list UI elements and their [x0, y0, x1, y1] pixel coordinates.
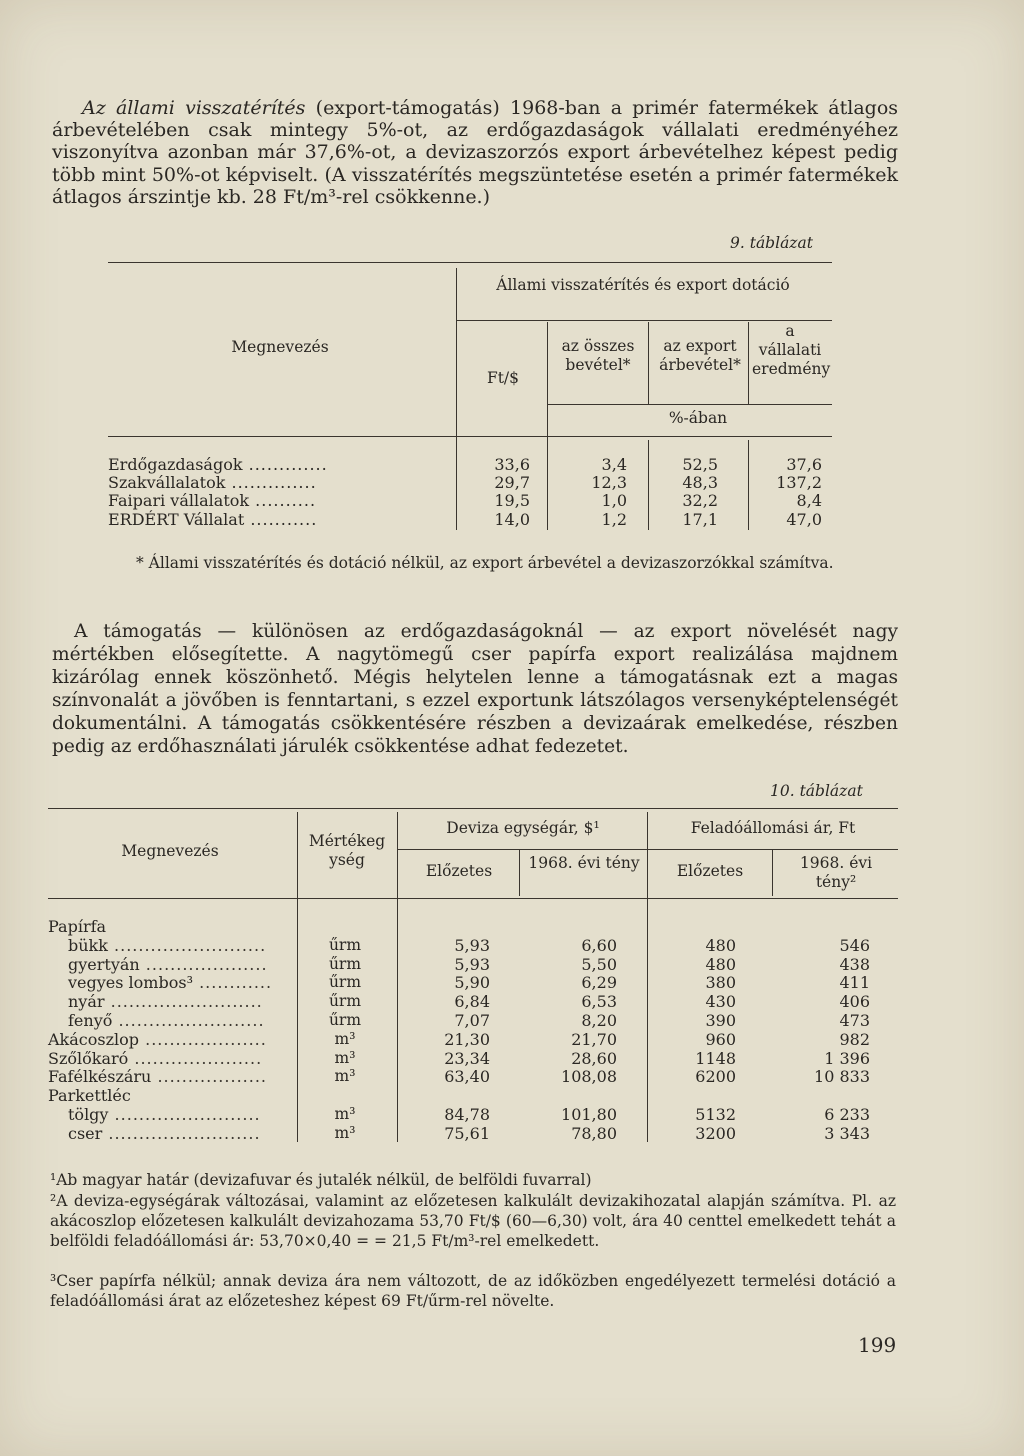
table9-col-vallalati: a vállalati eredmény	[752, 322, 831, 378]
table9-caption: 9. táblázat	[730, 234, 813, 252]
table10-header-unit: Mértékegység	[308, 832, 386, 869]
table10-vrule-1	[297, 812, 298, 1142]
table9-cell-vallalati: 37,6	[786, 455, 822, 474]
table10-cell-deviza-elozetes: 84,78	[444, 1105, 490, 1124]
table10-vrule-5	[772, 850, 773, 896]
table9-cell-vallalati: 47,0	[786, 510, 822, 529]
table10-cell-deviza-elozetes: 21,30	[444, 1030, 490, 1049]
table10-cell-unit: m³	[334, 1067, 356, 1085]
table9-cell-osszes: 12,3	[591, 473, 627, 492]
table9-vrule-4	[748, 322, 749, 404]
table9-cell-export: 48,3	[682, 473, 718, 492]
table9-cell-ft: 33,6	[494, 455, 530, 474]
table10-cell-deviza-elozetes: 23,34	[444, 1049, 490, 1068]
table10-row-name: gyertyán ....................	[68, 955, 268, 974]
intro-italic-term: Az állami visszatérítés	[82, 97, 306, 119]
table10-col-felado-elozetes: Előzetes	[676, 862, 744, 880]
table10-header-felado: Feladóállomási ár, Ft	[690, 819, 856, 837]
table10-cell-felado-elozetes: 390	[705, 1011, 736, 1030]
table9-header-name: Megnevezés	[231, 338, 329, 356]
table9-col-osszes: az összes bevétel*	[561, 337, 635, 374]
table9-footnote: * Állami visszatérítés és dotáció nélkül, az export árbevétel a devizaszorzókkal számítva.	[136, 554, 834, 572]
table9-row-name: Erdőgazdaságok .............	[108, 455, 328, 474]
table10-row-name: nyár .........................	[68, 992, 263, 1011]
table10-caption: 10. táblázat	[770, 782, 863, 800]
table9-row-name: Szakvállalatok ..............	[108, 473, 317, 492]
table10-row-name: fenyő ........................	[68, 1011, 265, 1030]
table10-group-rule	[398, 849, 898, 850]
page-number: 199	[858, 1333, 897, 1357]
table9-unit-row: %-ában	[668, 409, 728, 427]
table9-cell-ft: 14,0	[494, 510, 530, 529]
table10-cell-felado-elozetes: 6200	[695, 1067, 736, 1086]
body-paragraph: A támogatás — különösen az erdőgazdaságoknál — az export növelését nagy mértékben elősegítette. A nagytömegű cser papírfa export realizálása majdnem kizárólag ennek köszönhető. Mégis helytelen lenne a támogatásnak ezt a magas színvonalát a jövőben is fenntartani, s ezzel exportunk látszólagos versenyképtelenségét dokumentálni. A támogatás csökkentésére részben a devizaárak emelkedése, részben pedig az erdőhasználati járulék csökkentése adhat fedezetet.	[52, 621, 898, 757]
table10-vrule-4	[519, 850, 520, 896]
table10-cell-felado-teny: 406	[839, 992, 870, 1011]
table9-row-name: ERDÉRT Vállalat ...........	[108, 510, 318, 529]
table9-cell-vallalati: 8,4	[796, 491, 822, 510]
table10-cell-felado-elozetes: 1148	[695, 1049, 736, 1068]
table10-row-name: Akácoszlop ....................	[48, 1030, 267, 1049]
table10-header-name: Megnevezés	[121, 842, 219, 860]
table10-row-name: tölgy ........................	[68, 1105, 261, 1124]
table9-cell-osszes: 1,2	[601, 510, 627, 529]
table9-header-bottom-rule	[108, 436, 832, 437]
table10-cell-unit: űrm	[328, 992, 362, 1010]
table10-cell-deviza-teny: 108,08	[561, 1067, 617, 1086]
table10-cell-felado-teny: 411	[839, 973, 870, 992]
footnote-1: ¹Ab magyar határ (devizafuvar és jutalék nélkül, de belföldi fuvarral)	[50, 1171, 592, 1189]
table10-cell-deviza-teny: 28,60	[571, 1049, 617, 1068]
table10-cell-deviza-elozetes: 6,84	[454, 992, 490, 1011]
table10-cell-deviza-teny: 6,29	[581, 973, 617, 992]
table10-cell-deviza-teny: 8,20	[581, 1011, 617, 1030]
table10-cell-unit: űrm	[328, 1011, 362, 1029]
table10-col-deviza-teny: 1968. évi tény	[528, 854, 640, 872]
table10-cell-unit: m³	[334, 1124, 356, 1142]
table10-col-deviza-elozetes: Előzetes	[425, 862, 493, 880]
intro-paragraph	[52, 97, 898, 208]
table10-cell-unit: űrm	[328, 955, 362, 973]
table10-row-name: Fafélkészáru ..................	[48, 1067, 267, 1086]
table10-vrule-3	[647, 812, 648, 1142]
table9-col-ft: Ft/$	[486, 369, 520, 387]
footnote-2: ²A deviza-egységárak változásai, valamint az előzetesen kalkulált devizakihozatal alapján számítva. Pl. az akácoszlop előzetesen kalkulált devizahozama 53,70 Ft/$ (60—6,30) volt, ára 40 centtel emelkedett tehát a belföldi feladóállomási ár: 53,70×0,40 = = 21,5 Ft/m³-rel emelkedett.	[50, 1192, 896, 1250]
table10-header-bottom-rule	[48, 898, 898, 899]
table9-cell-osszes: 3,4	[601, 455, 627, 474]
table10-row-name: Szőlőkaró .....................	[48, 1049, 263, 1068]
table10-cell-deviza-teny: 78,80	[571, 1124, 617, 1143]
table9-header-group: Állami visszatérítés és export dotáció	[496, 276, 790, 294]
table10-cell-deviza-elozetes: 7,07	[454, 1011, 490, 1030]
table9-group-rule	[457, 320, 832, 321]
table10-cell-deviza-teny: 6,53	[581, 992, 617, 1011]
table10-cell-felado-teny: 546	[839, 936, 870, 955]
footnote-3: ³Cser papírfa nélkül; annak deviza ára nem változott, de az időközben engedélyezett termelési dotáció a feladóállomási árat az előzeteshez képest 69 Ft/űrm-rel növelte.	[50, 1272, 896, 1310]
table9-cell-ft: 29,7	[494, 473, 530, 492]
table10-cell-felado-elozetes: 480	[705, 955, 736, 974]
table10-cell-deviza-teny: 5,50	[581, 955, 617, 974]
table9-vrule-6	[748, 440, 749, 530]
table10-cell-felado-teny: 473	[839, 1011, 870, 1030]
table9-cell-export: 32,2	[682, 491, 718, 510]
table9-unit-rule	[547, 404, 832, 405]
table10-cell-deviza-elozetes: 5,93	[454, 955, 490, 974]
table10-cell-deviza-elozetes: 63,40	[444, 1067, 490, 1086]
table9-top-rule	[108, 262, 832, 263]
table9-cell-osszes: 1,0	[601, 491, 627, 510]
table10-cell-unit: m³	[334, 1030, 356, 1048]
table10-col-felado-teny: 1968. évi tény²	[799, 854, 873, 891]
table10-cell-felado-elozetes: 5132	[695, 1105, 736, 1124]
table10-cell-felado-teny: 10 833	[814, 1067, 870, 1086]
table10-row-name: cser .........................	[68, 1124, 261, 1143]
table10-cell-felado-teny: 6 233	[824, 1105, 870, 1124]
intro-text: (export-támogatás) 1968-ban a primér fatermékek átlagos árbevételében csak mintegy 5%-ot, az erdőgazdaságok vállalati eredményéhez viszonyítva azonban már 37,6%-ot, a devizaszorzós export árbevételhez képest pedig több mint 50%-ot képviselt. (A visszatérítés megszüntetése esetén a primér fatermékek átlagos árszintje kb. 28 Ft/m³-rel csökkenne.)	[52, 97, 899, 208]
table10-cell-felado-elozetes: 480	[705, 936, 736, 955]
table9-cell-vallalati: 137,2	[776, 473, 822, 492]
table10-cell-deviza-teny: 101,80	[561, 1105, 617, 1124]
table10-cell-unit: m³	[334, 1105, 356, 1123]
table10-cell-deviza-elozetes: 5,93	[454, 936, 490, 955]
table10-cell-felado-elozetes: 380	[705, 973, 736, 992]
table10-cell-deviza-teny: 6,60	[581, 936, 617, 955]
table10-cell-unit: m³	[334, 1049, 356, 1067]
table10-header-deviza: Deviza egységár, $¹	[446, 819, 600, 837]
table9-vrule-5	[648, 440, 649, 530]
table10-row-name: Parkettléc	[48, 1086, 131, 1105]
table9-vrule-2	[547, 322, 548, 530]
table10-cell-deviza-teny: 21,70	[571, 1030, 617, 1049]
table10-cell-unit: űrm	[328, 973, 362, 991]
table10-cell-felado-teny: 982	[839, 1030, 870, 1049]
table10-vrule-2	[397, 812, 398, 1142]
table10-cell-felado-elozetes: 960	[705, 1030, 736, 1049]
table9-cell-ft: 19,5	[494, 491, 530, 510]
table10-cell-felado-elozetes: 3200	[695, 1124, 736, 1143]
table10-row-name: bükk .........................	[68, 936, 267, 955]
table9-cell-export: 52,5	[682, 455, 718, 474]
table10-cell-felado-teny: 3 343	[824, 1124, 870, 1143]
table10-cell-felado-teny: 438	[839, 955, 870, 974]
table9-vrule-3	[648, 322, 649, 404]
table10-row-name: Papírfa	[48, 917, 107, 936]
table9-vrule-1	[456, 268, 457, 530]
table9-cell-export: 17,1	[682, 510, 718, 529]
table10-cell-deviza-elozetes: 75,61	[444, 1124, 490, 1143]
table10-row-name: vegyes lombos³ ............	[68, 973, 273, 992]
table10-cell-unit: űrm	[328, 936, 362, 954]
table9-row-name: Faipari vállalatok ..........	[108, 491, 317, 510]
table10-top-rule	[48, 808, 898, 809]
table9-col-export: az export árbevétel*	[659, 337, 741, 374]
table10-cell-deviza-elozetes: 5,90	[454, 973, 490, 992]
table10-cell-felado-elozetes: 430	[705, 992, 736, 1011]
table10-cell-felado-teny: 1 396	[824, 1049, 870, 1068]
